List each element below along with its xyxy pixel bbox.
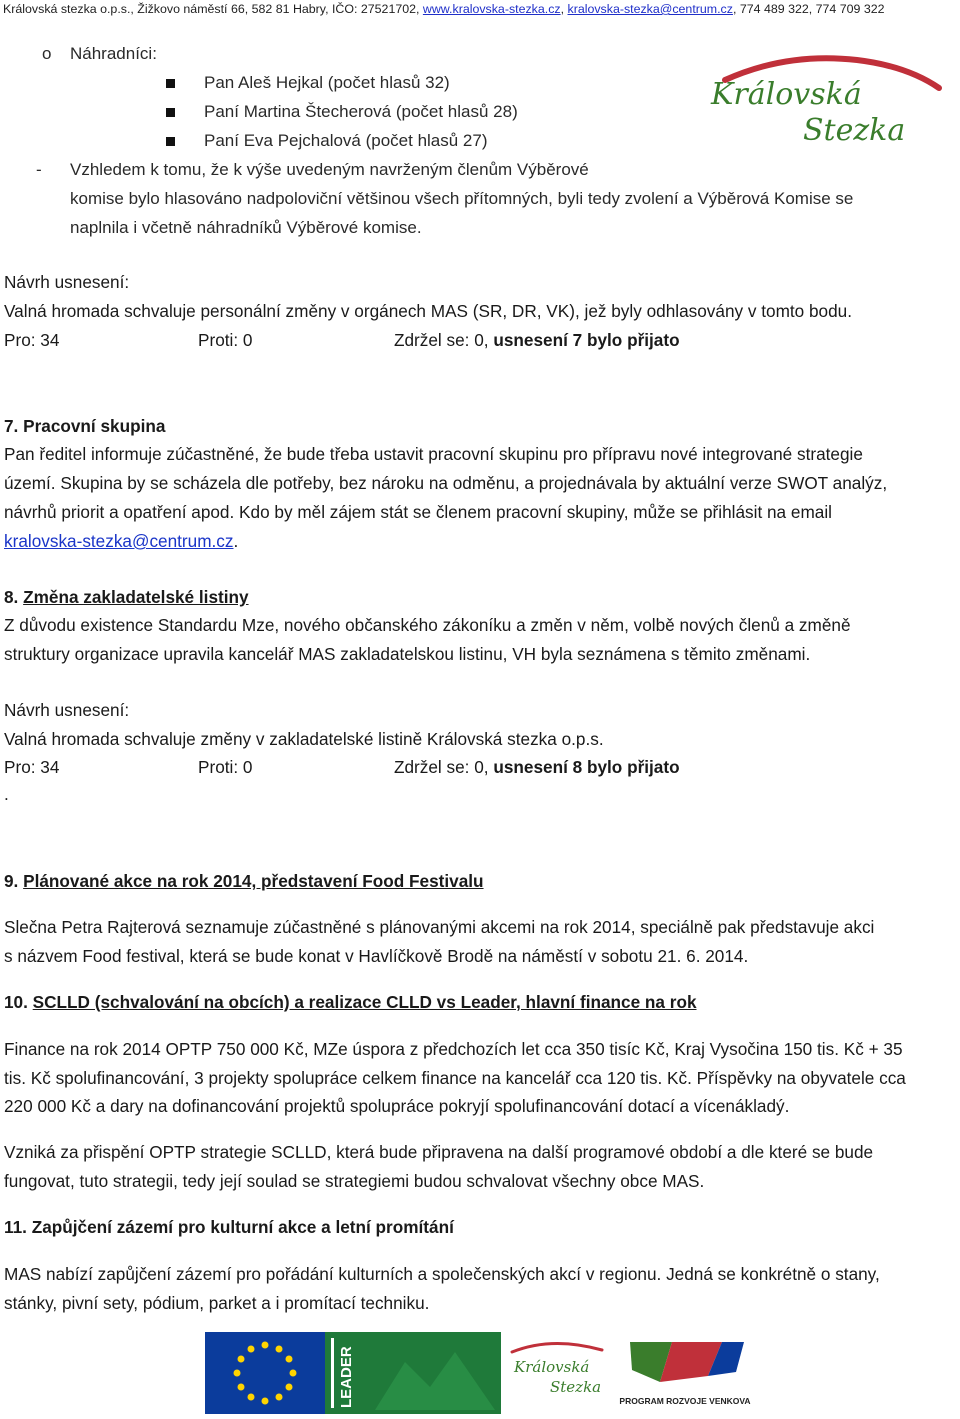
stray-period: . [4, 784, 9, 804]
kralovska-stezka-footer-logo [502, 1332, 612, 1414]
footer-logo-line2: Stezka [550, 1378, 602, 1396]
eu-leader-logo [205, 1332, 501, 1414]
vote-result [394, 326, 680, 355]
web-link[interactable]: www.kralovska-stezka.cz [422, 2, 561, 16]
email-link[interactable]: kralovska-stezka@centrum.cz [567, 2, 733, 16]
paragraph-line: 220 000 Kč a dary na dofinancování projektů spolupráce pokryjí spolufinancování dotací a vícenákladý. [4, 1096, 790, 1116]
section-heading [4, 583, 249, 612]
logo-line1: Královská [711, 77, 862, 112]
section-heading: 7. Pracovní skupina [4, 416, 166, 436]
vote-zdrzel: Zdržel se: 0, [394, 330, 494, 350]
paragraph-line: návrhů priorit a opatření apod. Kdo by měl zájem stát se členem pracovní skupiny, může se přihlásit na email [4, 502, 832, 522]
kralovska-stezka-logo [707, 52, 943, 160]
resolution-label: Návrh usnesení: [4, 272, 130, 292]
section-heading: 11. Zapůjčení zázemí pro kulturní akce a letní promítání [4, 1217, 454, 1237]
leader-label: LEADER [338, 1346, 355, 1408]
paragraph-line: MAS nabízí zapůjčení zázemí pro pořádání kulturních a společenských akcí v regionu. Jedná se konkrétně o stany, [4, 1264, 880, 1284]
note-line: komise bylo hlasováno nadpoloviční většinou všech přítomných, byli tedy zvolení a Výběrová Komise se [70, 189, 854, 208]
logo-line2: Stezka [803, 113, 906, 148]
paragraph-line: fungovat, tuto strategii, tedy její soulad se strategiemi budou schvalovat všechny obce MAS. [4, 1171, 705, 1191]
paragraph-line: s názvem Food festival, která se bude konat v Havlíčkově Brodě na náměstí v sobotu 21. 6. 2014. [4, 946, 749, 966]
note-line: naplnila i včetně náhradníků Výběrové komise. [70, 218, 422, 237]
note-line: Vzhledem k tomu, že k výše uvedeným navrženým členům Výběrové [70, 160, 589, 179]
paragraph-line: stánky, pivní sety, pódium, parket a i promítací techniku. [4, 1293, 430, 1313]
contact-email-link[interactable]: kralovska-stezka@centrum.cz [4, 531, 234, 551]
letterhead-org: Královská stezka o.p.s., Žižkovo náměstí 66, 582 81 Habry, IČO: 27521702, [3, 2, 423, 16]
vote-proti: Proti: 0 [198, 330, 253, 350]
square-bullet-icon [166, 108, 175, 117]
footer-logo-line1: Královská [514, 1358, 590, 1376]
section-title: SCLLD (schvalování na obcích) a realizace CLLD vs Leader, hlavní finance na rok [32, 992, 697, 1012]
vote-pro: Pro: 34 [4, 757, 60, 777]
prv-logo [612, 1332, 758, 1414]
resolution-text: Valná hromada schvaluje změny v zakladatelské listině Královská stezka o.p.s. [4, 729, 604, 749]
square-bullet-icon [166, 137, 175, 146]
letterhead-phones: , 774 489 322, 774 709 322 [732, 2, 885, 16]
section-title: Změna zakladatelské listiny [23, 587, 249, 607]
letterhead-sep: , [560, 2, 568, 16]
resolution-text: Valná hromada schvaluje personální změny v orgánech MAS (SR, DR, VK), jež byly odhlasovány v tomto bodu. [4, 301, 853, 321]
resolution-outcome: usnesení 7 bylo přijato [493, 330, 680, 350]
substitutes-heading: Náhradníci: [70, 44, 157, 63]
paragraph-line: Vzniká za přispění OPTP strategie SCLLD, která bude připravena na další programové období a dle které se bude [4, 1142, 874, 1162]
paragraph-line: struktury organizace upravila kancelář MAS zakladatelskou listinu, VH byla seznámena s těmito změnami. [4, 644, 811, 664]
vote-proti: Proti: 0 [198, 757, 253, 777]
prv-label: PROGRAM ROZVOJE VENKOVA [619, 1396, 751, 1406]
vote-zdrzel: Zdržel se: 0, [394, 757, 494, 777]
paragraph-line: Pan ředitel informuje zúčastněné, že bude třeba ustavit pracovní skupinu pro přípravu nové integrované strategie [4, 444, 863, 464]
paragraph-line: Finance na rok 2014 OPTP 750 000 Kč, MZe úspora z předchozích let cca 350 tisíc Kč, Kraj Vysočina 150 tis. Kč + 35 [4, 1039, 903, 1059]
dash-bullet: - [36, 160, 42, 179]
section-number: 8. [4, 587, 24, 607]
section-heading [4, 988, 697, 1017]
email-period: . [233, 531, 239, 551]
section-title: Plánované akce na rok 2014, představení Food Festivalu [23, 871, 484, 891]
email-line [4, 527, 238, 556]
list-item: Paní Martina Štecherová (počet hlasů 28) [204, 102, 518, 121]
square-bullet-icon [166, 79, 175, 88]
vote-pro: Pro: 34 [4, 330, 60, 350]
paragraph-line: tis. Kč spolufinancování, 3 projekty spolupráce celkem finance na kancelář cca 120 tis. Kč. Příspěvky na obyvatele cca [4, 1068, 906, 1088]
list-item: Paní Eva Pejchalová (počet hlasů 27) [204, 131, 488, 150]
resolution-outcome: usnesení 8 bylo přijato [493, 757, 680, 777]
paragraph-line: Z důvodu existence Standardu Mze, nového občanského zákoníku a změn v něm, volbě nových členů a změně [4, 615, 851, 635]
list-bullet-o: o [42, 44, 52, 63]
paragraph-line: území. Skupina by se scházela dle potřeby, bez nároku na odměnu, a projednávala by aktuální verze SWOT analýz, [4, 473, 888, 493]
section-number: 9. [4, 871, 24, 891]
section-number: 10. [4, 992, 33, 1012]
paragraph-line: Slečna Petra Rajterová seznamuje zúčastněné s plánovanými akcemi na rok 2014, speciálně pak představuje akci [4, 917, 875, 937]
letterhead [3, 2, 885, 16]
list-item: Pan Aleš Hejkal (počet hlasů 32) [204, 73, 450, 92]
resolution-label: Návrh usnesení: [4, 700, 130, 720]
section-heading [4, 867, 484, 896]
vote-result [394, 753, 680, 782]
